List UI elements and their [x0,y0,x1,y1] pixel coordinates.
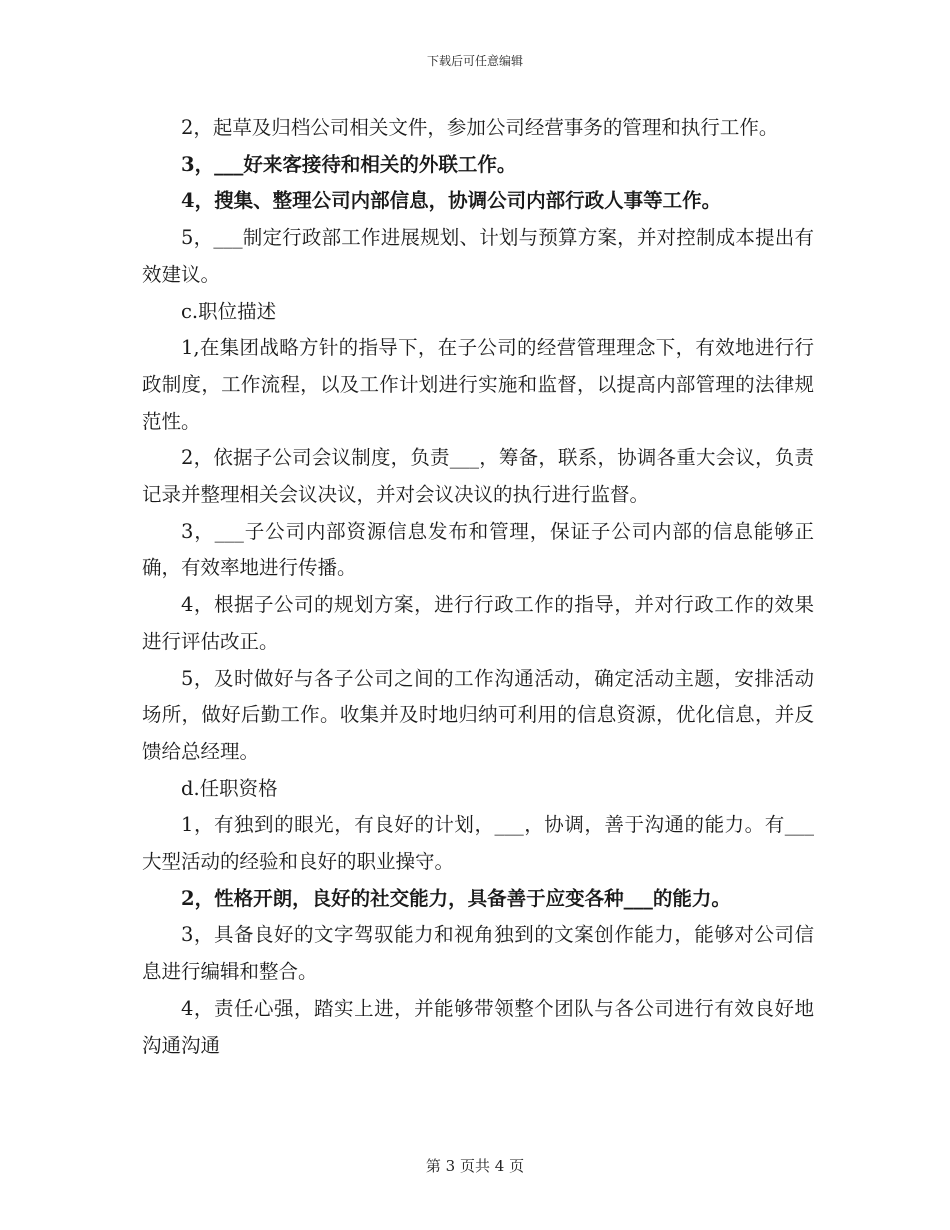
section-heading: d.任职资格 [181,776,278,800]
paragraph: 1,在集团战略方针的指导下，在子公司的经营管理理念下，有效地进行行政制度，工作流程，以及工作计划进行实施和监督，以提高内部管理的法律规范性。 [142,336,814,433]
page-footer: 第 3 页共 4 页 [425,1157,525,1175]
paragraph: 3，___子公司内部资源信息发布和管理，保证子公司内部的信息能够正确，有效率地进行传播。 [142,519,814,580]
section-heading: c.职位描述 [181,299,277,323]
paragraph: 5，___制定行政部工作进展规划、计划与预算方案，并对控制成本提出有效建议。 [142,226,814,286]
page-header: 下载后可任意编辑 [426,54,523,68]
paragraph: 3，___好来客接待和相关的外联工作。 [181,152,517,176]
paragraph: 4，根据子公司的规划方案，进行行政工作的指导，并对行政工作的效果进行评估改正。 [142,593,814,653]
paragraph: 1，有独到的眼光，有良好的计划，___，协调，善于沟通的能力。有___大型活动的经验和良好的职业操守。 [142,813,814,874]
paragraph: 2，起草及归档公司相关文件，参加公司经营事务的管理和执行工作。 [181,116,779,139]
paragraph: 3，具备良好的文字驾驭能力和视角独到的文案创作能力，能够对公司信息进行编辑和整合。 [142,923,814,984]
paragraph: 2，性格开朗，良好的社交能力，具备善于应变各种___的能力。 [181,886,731,910]
paragraph: 4，搜集、整理公司内部信息，协调公司内部行政人事等工作。 [181,189,722,213]
paragraph: 2，依据子公司会议制度，负责___，筹备，联系，协调各重大会议，负责记录并整理相关会议决议，并对会议决议的执行进行监督。 [142,446,814,507]
paragraph: 5，及时做好与各子公司之间的工作沟通活动，确定活动主题，安排活动场所，做好后勤工作。收集并及时地归纳可利用的信息资源，优化信息，并反馈给总经理。 [142,666,814,763]
document-body [142,110,814,1064]
paragraph: 4，责任心强，踏实上进，并能够带领整个团队与各公司进行有效良好地沟通沟通 [142,996,814,1057]
